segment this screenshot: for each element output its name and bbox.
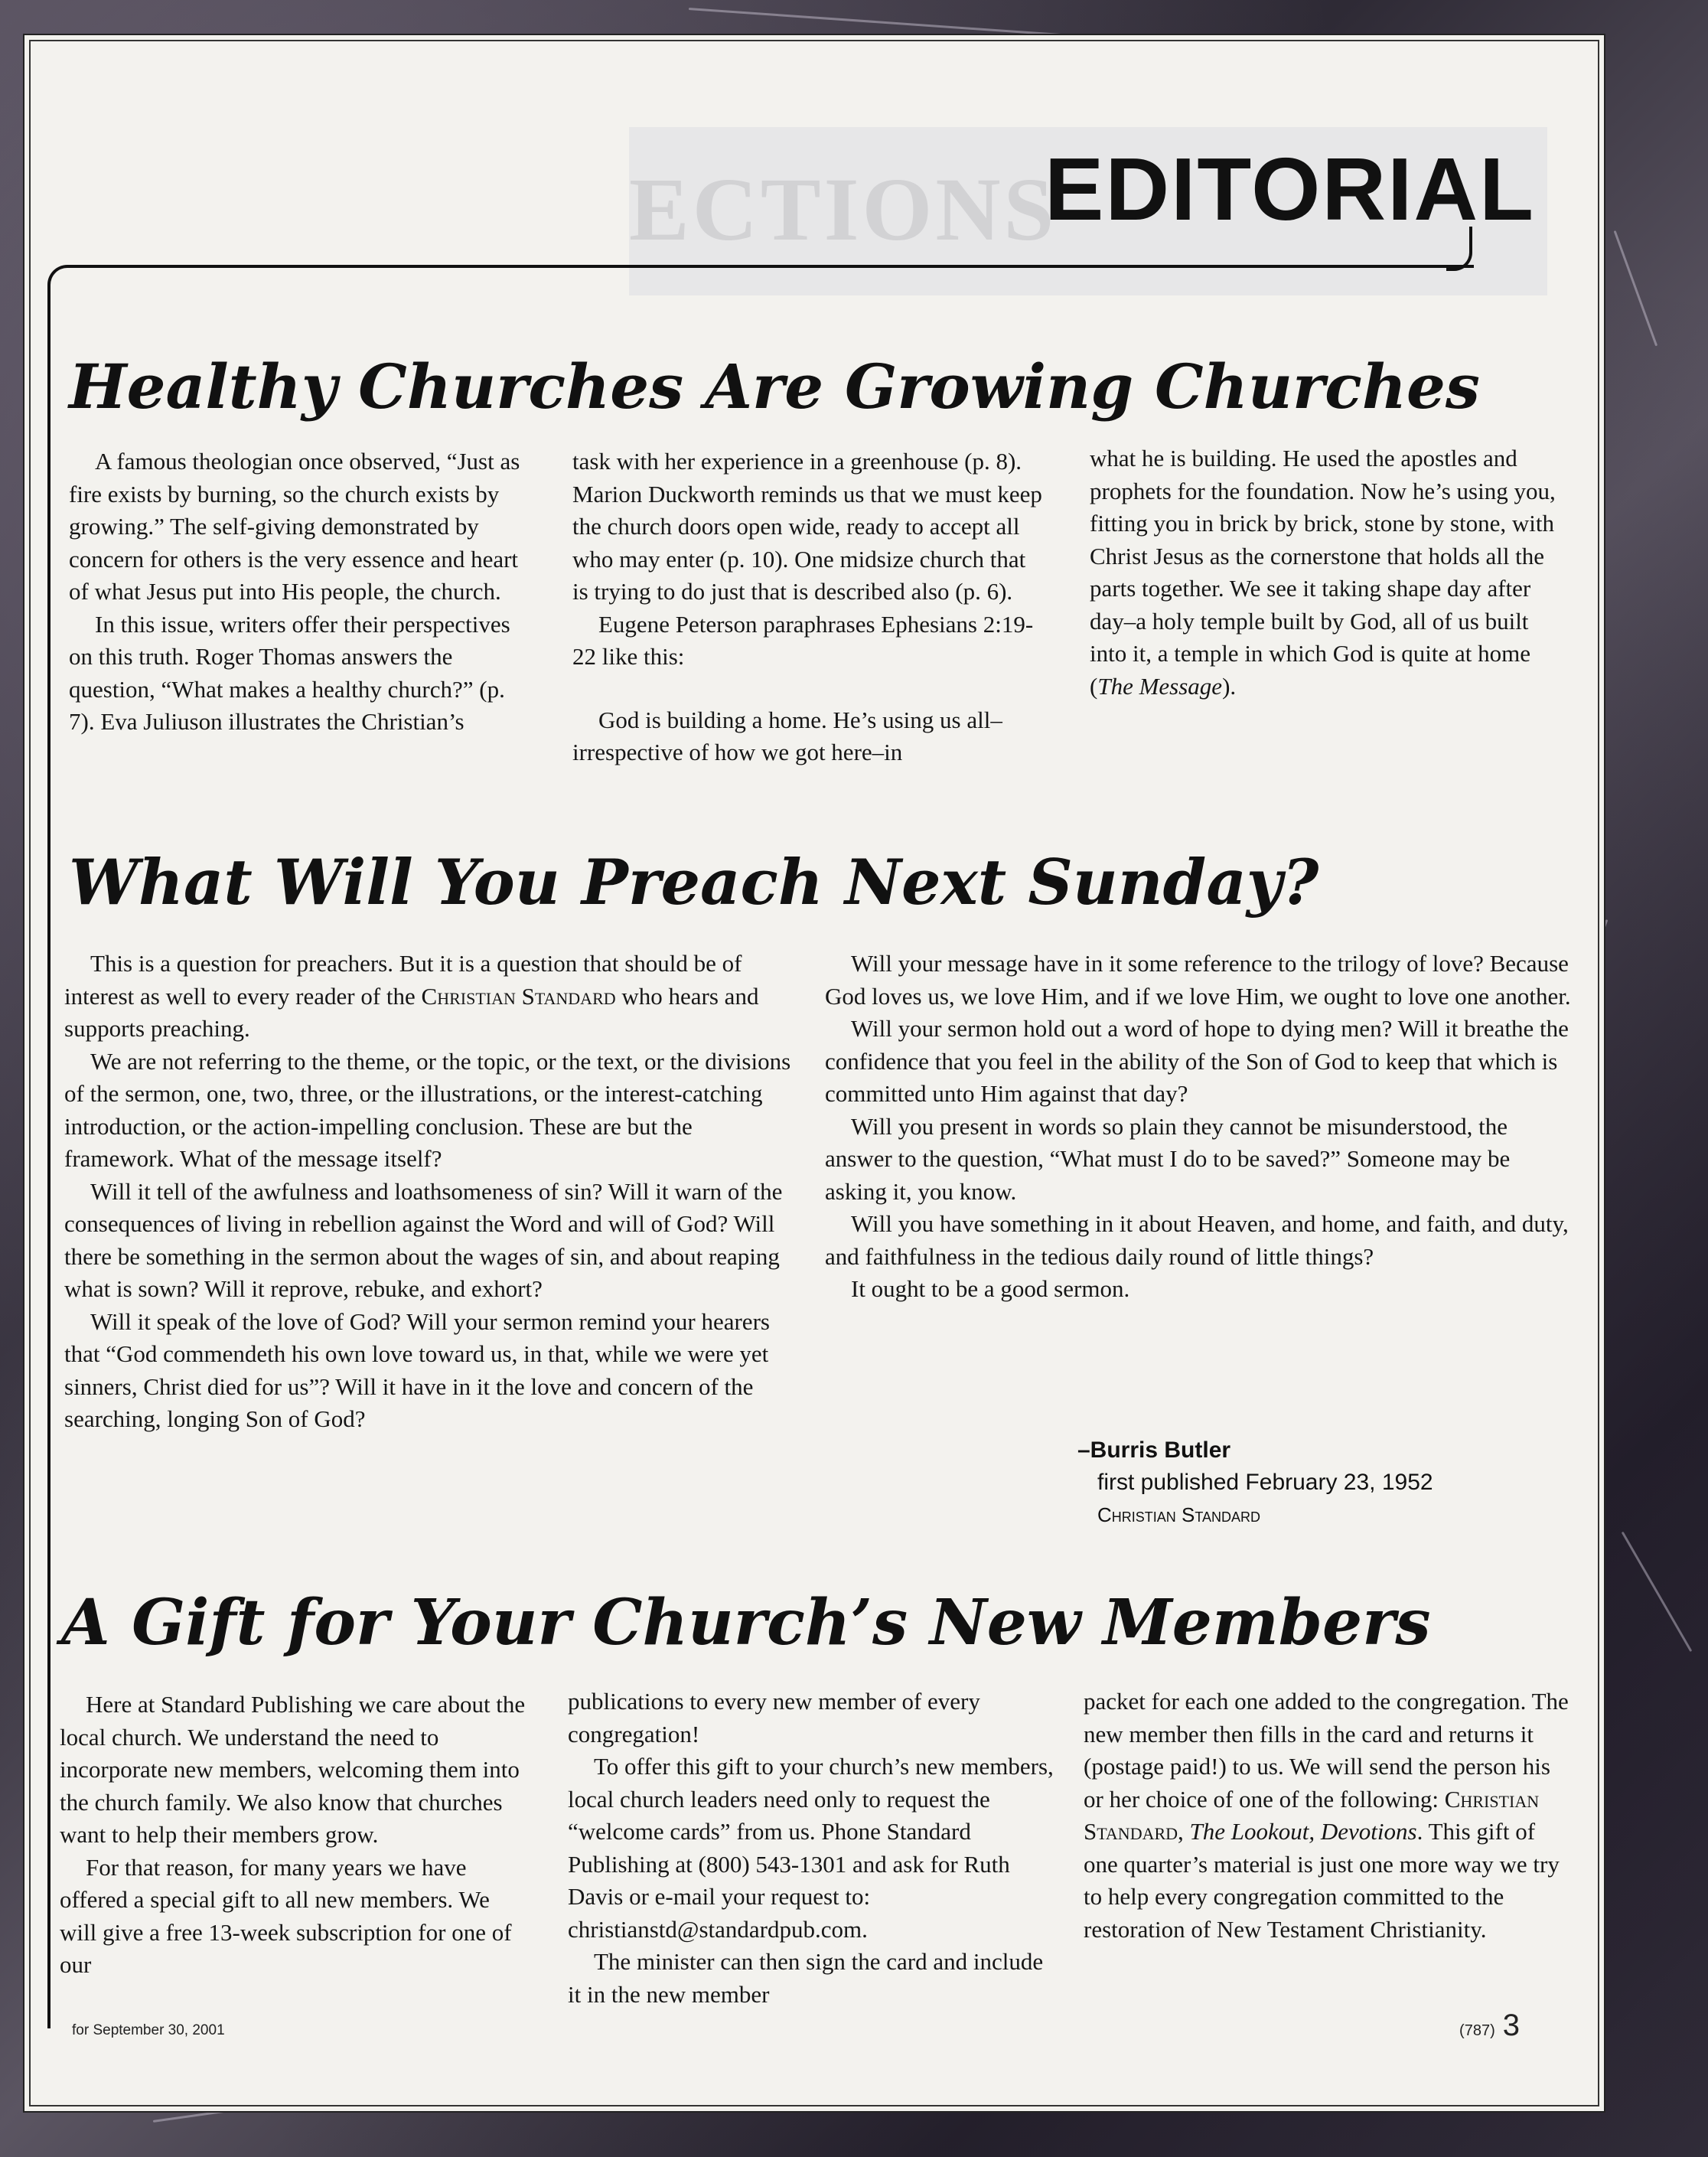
paragraph: publications to every new member of every congregation! — [568, 1688, 980, 1747]
marble-vein — [689, 8, 1071, 37]
paragraph: The minister can then sign the card and include it in the new member — [568, 1948, 1044, 2008]
section-label: EDITORIAL — [1045, 139, 1535, 239]
paragraph: Here at Standard Publishing we care about the local church. We understand the need to incorporate new members, welcoming them into the church family. We also know that churches want to help their members grow. — [60, 1691, 526, 1848]
paragraph: It ought to be a good sermon. — [851, 1275, 1130, 1302]
text-run: who hears and supports preaching. — [64, 982, 759, 1042]
article3-column1 — [60, 1689, 526, 1982]
paragraph: For that reason, for many years we have offered a special gift to all new members. We will give a free 13-week subscription for one of our — [60, 1853, 512, 1978]
paragraph: God is building a home. He’s using us all–irrespective of how we got here–in — [572, 706, 1002, 765]
article2-column2 — [825, 948, 1575, 1306]
author-name: –Burris Butler — [1077, 1437, 1231, 1463]
text-run: . This gift of one quarter’s material is just one more way we try to help every congregation committed to the restoration of New Testament Christianity. — [1084, 1818, 1560, 1943]
headline-gift-new-members: A Gift for Your Church’s New Members — [61, 1586, 1431, 1659]
publication-name: Christian Standard — [1097, 1503, 1261, 1526]
paragraph: Will it speak of the love of God? Will your sermon remind your hearers that “God commendeth his own love toward us, in that, while we were yet sinners, Christ died for us”? Will it have in it the love and concern of the searching, longing Son of God? — [64, 1307, 770, 1432]
article3-column3 — [1084, 1685, 1573, 1946]
article1-column3 — [1090, 442, 1564, 703]
magazine-page — [23, 34, 1605, 2113]
paragraph — [1090, 442, 1564, 703]
paragraph: A famous theologian once observed, “Just as fire exists by burning, so the church exists by growing.” The self-giving demonstrated by concern for others is the very essence and heart of what Jesus put into His people, the church. — [69, 448, 520, 605]
page-number-block — [1459, 2009, 1520, 2043]
marble-vein — [1622, 1532, 1693, 1652]
paragraph — [64, 948, 799, 1046]
paragraph: Will your message have in it some reference to the trilogy of love? Because God loves us, we love Him, and if we love Him, we ought to love one another. — [825, 950, 1571, 1010]
paragraph: To offer this gift to your church’s new members, local church leaders need only to request the “welcome cards” from us. Phone Standard Publishing at (800) 543-1301 and ask for Ruth Davis or e-mail your request to: christianstd@standardpub.com. — [568, 1753, 1054, 1943]
article1-column2 — [572, 445, 1047, 769]
paragraph: Will you present in words so plain they cannot be misunderstood, the answer to the question, “What must I do to be saved?” Someone may be asking it, you know. — [825, 1112, 1511, 1205]
article1-column1 — [69, 445, 528, 739]
issue-date: for September 30, 2001 — [72, 2022, 225, 2038]
paragraph: Eugene Peterson paraphrases Ephesians 2:19-22 like this: — [572, 610, 1034, 670]
headline-healthy-churches: Healthy Churches Are Growing Churches — [69, 351, 1480, 423]
paragraph: In this issue, writers offer their perspectives on this truth. Roger Thomas answers the question, “What makes a healthy church?” (p. 7). Eva Juliuson illustrates the Christian’s — [69, 610, 510, 735]
text-run: what he is building. He used the apostles and prophets for the foundation. Now he’s using you, fitting you in brick by brick, stone by stone, with Christ Jesus as the cornerstone that holds all the parts together. We see it taking shape day after day–a holy temple built by God, all of us built into it, a temple in which God is quite at home ( — [1090, 445, 1556, 700]
ghost-text: ECTIONS — [629, 159, 1058, 259]
paragraph: Will your sermon hold out a word of hope to dying men? Will it breathe the confidence that you feel in the ability of the Son of God to keep that which is committed unto Him against that day? — [825, 1015, 1569, 1107]
publish-date: first published February 23, 1952 — [1097, 1470, 1433, 1495]
page-number: 3 — [1502, 2009, 1520, 2042]
paragraph: Will it tell of the awfulness and loathsomeness of sin? Will it warn of the consequences of living in rebellion against the Word and will of God? Will there be something in the sermon about the wages of sin, and about reaping what is sown? Will it reprove, rebuke, and exhort? — [64, 1177, 783, 1302]
publication-name: Christian Standard — [1084, 1785, 1540, 1845]
text-run: packet for each one added to the congregation. The new member then fills in the card and returns it (postage paid!) to us. We will send the person his or her choice of one of the following: — [1084, 1688, 1569, 1813]
text-run: , — [1178, 1818, 1190, 1845]
page-code: (787) — [1459, 2022, 1495, 2039]
article3-column2 — [568, 1685, 1058, 2011]
article2-column1 — [64, 948, 799, 1436]
paragraph: Will you have something in it about Heaven, and home, and faith, and duty, and faithfulness in the tedious daily round of little things? — [825, 1210, 1569, 1270]
author-signature — [1077, 1434, 1433, 1531]
publication-titles: The Lookout, Devotions — [1189, 1818, 1417, 1845]
headline-preach-next-sunday: What Will You Preach Next Sunday? — [69, 847, 1319, 919]
paragraph: We are not referring to the theme, or the topic, or the text, or the divisions of the sermon, one, two, three, or the illustrations, or the interest-catching introduction, or the action-impelling conclusion. These are but the framework. What of the message itself? — [64, 1047, 791, 1172]
paragraph: task with her experience in a greenhouse (p. 8). Marion Duckworth reminds us that we must keep the church doors open wide, ready to accept all who may enter (p. 10). One midsize church that is trying to do just that is described also (p. 6). — [572, 448, 1042, 605]
text-run: ). — [1222, 672, 1237, 700]
marble-vein — [1614, 230, 1658, 346]
book-title: The Message — [1097, 672, 1223, 700]
paragraph — [1084, 1685, 1573, 1946]
text-run: This is a question for preachers. But it is a question that should be of interest as well to every reader of the — [64, 950, 742, 1010]
publication-name: Christian Standard — [421, 982, 616, 1010]
